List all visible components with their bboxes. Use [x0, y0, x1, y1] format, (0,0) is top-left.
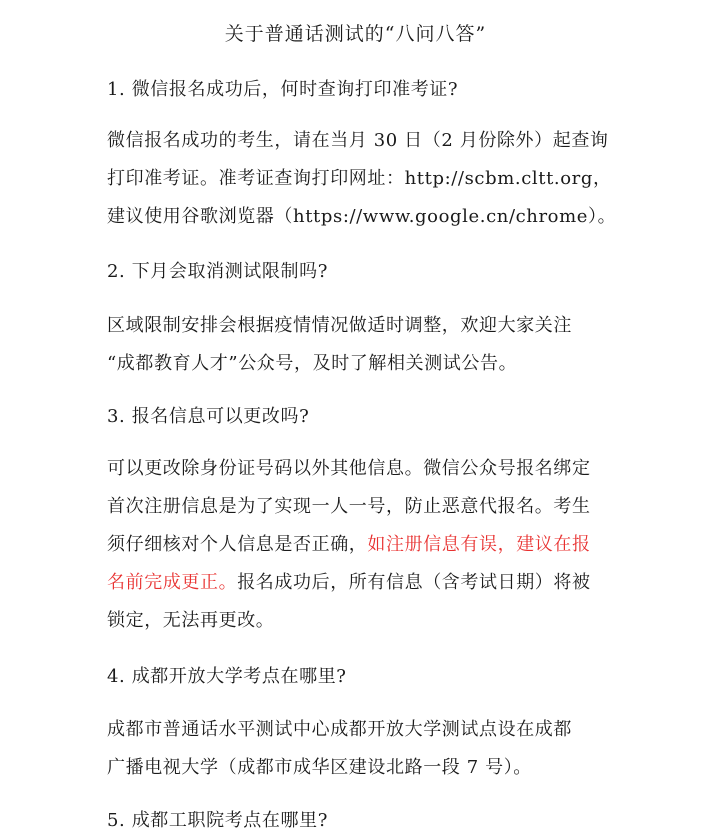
answer-line: 成都市普通话水平测试中心成都开放大学测试点设在成都	[107, 719, 572, 740]
answer-text: 须仔细核对个人信息是否正确，	[107, 534, 368, 555]
answer-line: 区域限制安排会根据疫情情况做适时调整，欢迎大家关注	[107, 315, 572, 336]
document-title: 关于普通话测试的“八问八答”	[224, 23, 487, 45]
highlight-text: 如注册信息有误，建议在报	[367, 534, 591, 555]
answer-line	[107, 564, 612, 602]
answer-line: 锁定，无法再更改。	[107, 610, 275, 631]
answer-line: 可以更改除身份证号码以外其他信息。微信公众号报名绑定	[107, 458, 591, 479]
answer-line	[107, 526, 612, 564]
faq-question-3: 3. 报名信息可以更改吗?	[107, 406, 310, 427]
answer-line: 微信报名成功的考生，请在当月 30 日（2 月份除外）起查询	[107, 130, 609, 151]
highlight-text: 名前完成更正。	[107, 572, 238, 593]
faq-answer-2	[107, 307, 612, 383]
faq-question-5: 5. 成都工职院考点在哪里?	[107, 810, 328, 831]
faq-answer-4	[107, 711, 612, 787]
answer-line: 广播电视大学（成都市成华区建设北路一段 7 号）。	[107, 757, 532, 778]
answer-line: 打印准考证。准考证查询打印网址：http://scbm.cltt.org，	[107, 168, 612, 189]
answer-line: “成都教育人才”公众号，及时了解相关测试公告。	[107, 353, 518, 374]
answer-line: 建议使用谷歌浏览器（https://www.google.cn/chrome）。	[107, 206, 617, 227]
faq-question-4: 4. 成都开放大学考点在哪里?	[107, 666, 347, 687]
faq-answer-3	[107, 450, 612, 640]
answer-text: 报名成功后，所有信息（含考试日期）将被	[237, 572, 591, 593]
faq-question-1: 1. 微信报名成功后，何时查询打印准考证?	[107, 79, 459, 100]
faq-question-2: 2. 下月会取消测试限制吗?	[107, 261, 328, 282]
faq-answer-1	[107, 122, 617, 236]
answer-line: 首次注册信息是为了实现一人一号，防止恶意代报名。考生	[107, 496, 591, 517]
